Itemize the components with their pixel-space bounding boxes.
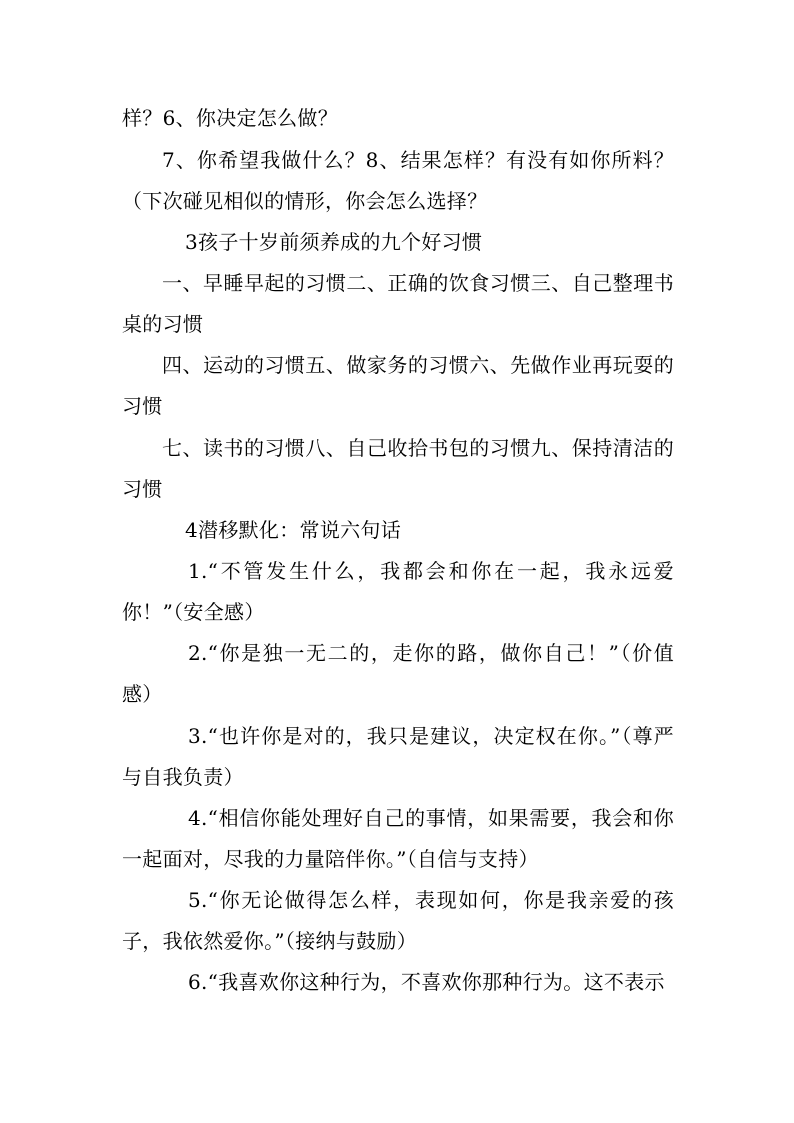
paragraph-sentence-3: 3.“也许你是对的，我只是建议，决定权在你。”（尊严与自我负责） <box>122 724 674 789</box>
paragraph-habits-7-9: 七、读书的习惯八、自己收拾书包的习惯九、保持清洁的习惯 <box>122 436 674 501</box>
paragraph-continuation: 样？6、你决定怎么做？ <box>122 106 339 130</box>
paragraph-questions-7-8: 7、你希望我做什么？8、结果怎样？有没有如你所料？（下次碰见相似的情形，你会怎么选择？ <box>122 148 674 213</box>
paragraph-sentence-1: 1.“不管发生什么，我都会和你在一起，我永远爱你！”（安全感） <box>122 559 674 624</box>
paragraph-sentence-4: 4.“相信你能处理好自己的事情，如果需要，我会和你一起面对，尽我的力量陪伴你。”（自信与支持） <box>122 806 674 871</box>
paragraph-habits-1-3: 一、早睡早起的习惯二、正确的饮食习惯三、自己整理书桌的习惯 <box>122 271 674 336</box>
section-heading-habits: 3孩子十岁前须养成的九个好习惯 <box>185 230 483 254</box>
paragraph-habits-4-6: 四、运动的习惯五、做家务的习惯六、先做作业再玩耍的习惯 <box>122 353 674 418</box>
section-heading-six-sentences: 4潜移默化：常说六句话 <box>185 518 402 542</box>
paragraph-sentence-6: 6.“我喜欢你这种行为，不喜欢你那种行为。这不表示 <box>188 970 665 994</box>
paragraph-sentence-5: 5.“你无论做得怎么样，表现如何，你是我亲爱的孩子，我依然爱你。”（接纳与鼓励） <box>122 888 674 953</box>
paragraph-sentence-2: 2.“你是独一无二的，走你的路，做你自己！”（价值感） <box>122 641 674 706</box>
